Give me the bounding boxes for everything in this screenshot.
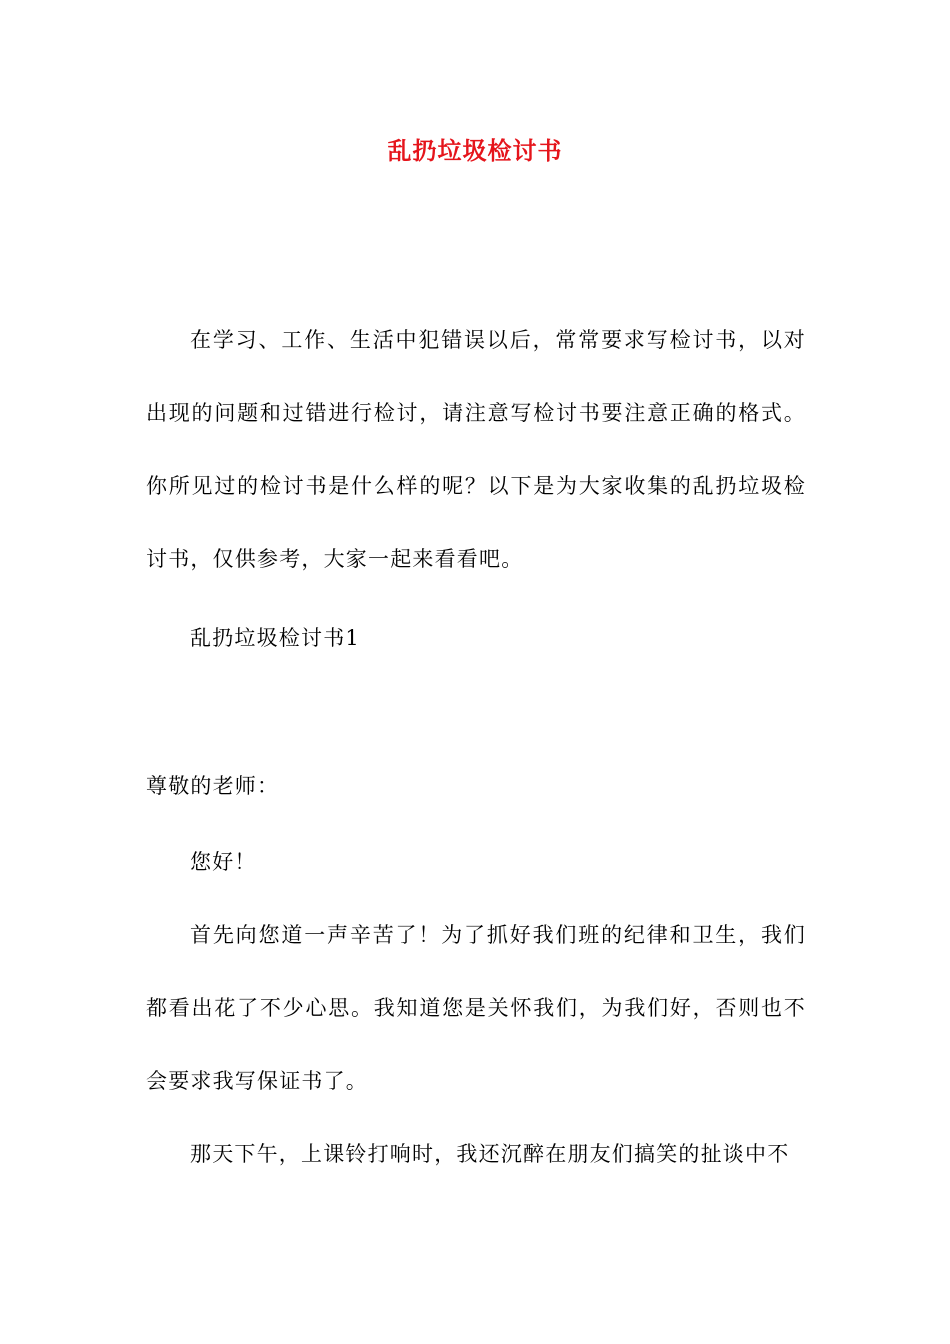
- salutation: 尊敬的老师：: [146, 774, 280, 798]
- letter-paragraph: 那天下午，上课铃打响时，我还沉醉在朋友们搞笑的扯谈中不: [190, 1142, 790, 1166]
- letter-body: [146, 826, 806, 1191]
- section-heading: 乱扔垃圾检讨书1: [190, 626, 360, 650]
- letter-paragraph: 首先向您道一声辛苦了！为了抓好我们班的纪律和卫生，我们都看出花了不少心思。我知道您是关怀我们，为我们好，否则也不会要求我写保证书了。: [146, 923, 806, 1093]
- document-title: 乱扔垃圾检讨书: [387, 136, 563, 165]
- intro-block: [146, 304, 806, 596]
- section-heading-block: [146, 602, 806, 675]
- intro-paragraph: 在学习、工作、生活中犯错误以后，常常要求写检讨书，以对出现的问题和过错进行检讨，请注意写检讨书要注意正确的格式。你所见过的检讨书是什么样的呢？以下是为大家收集的乱扔垃圾检讨书，仅供参考，大家一起来看看吧。: [146, 328, 806, 571]
- greeting: 您好！: [190, 850, 257, 874]
- salutation-block: [146, 750, 806, 823]
